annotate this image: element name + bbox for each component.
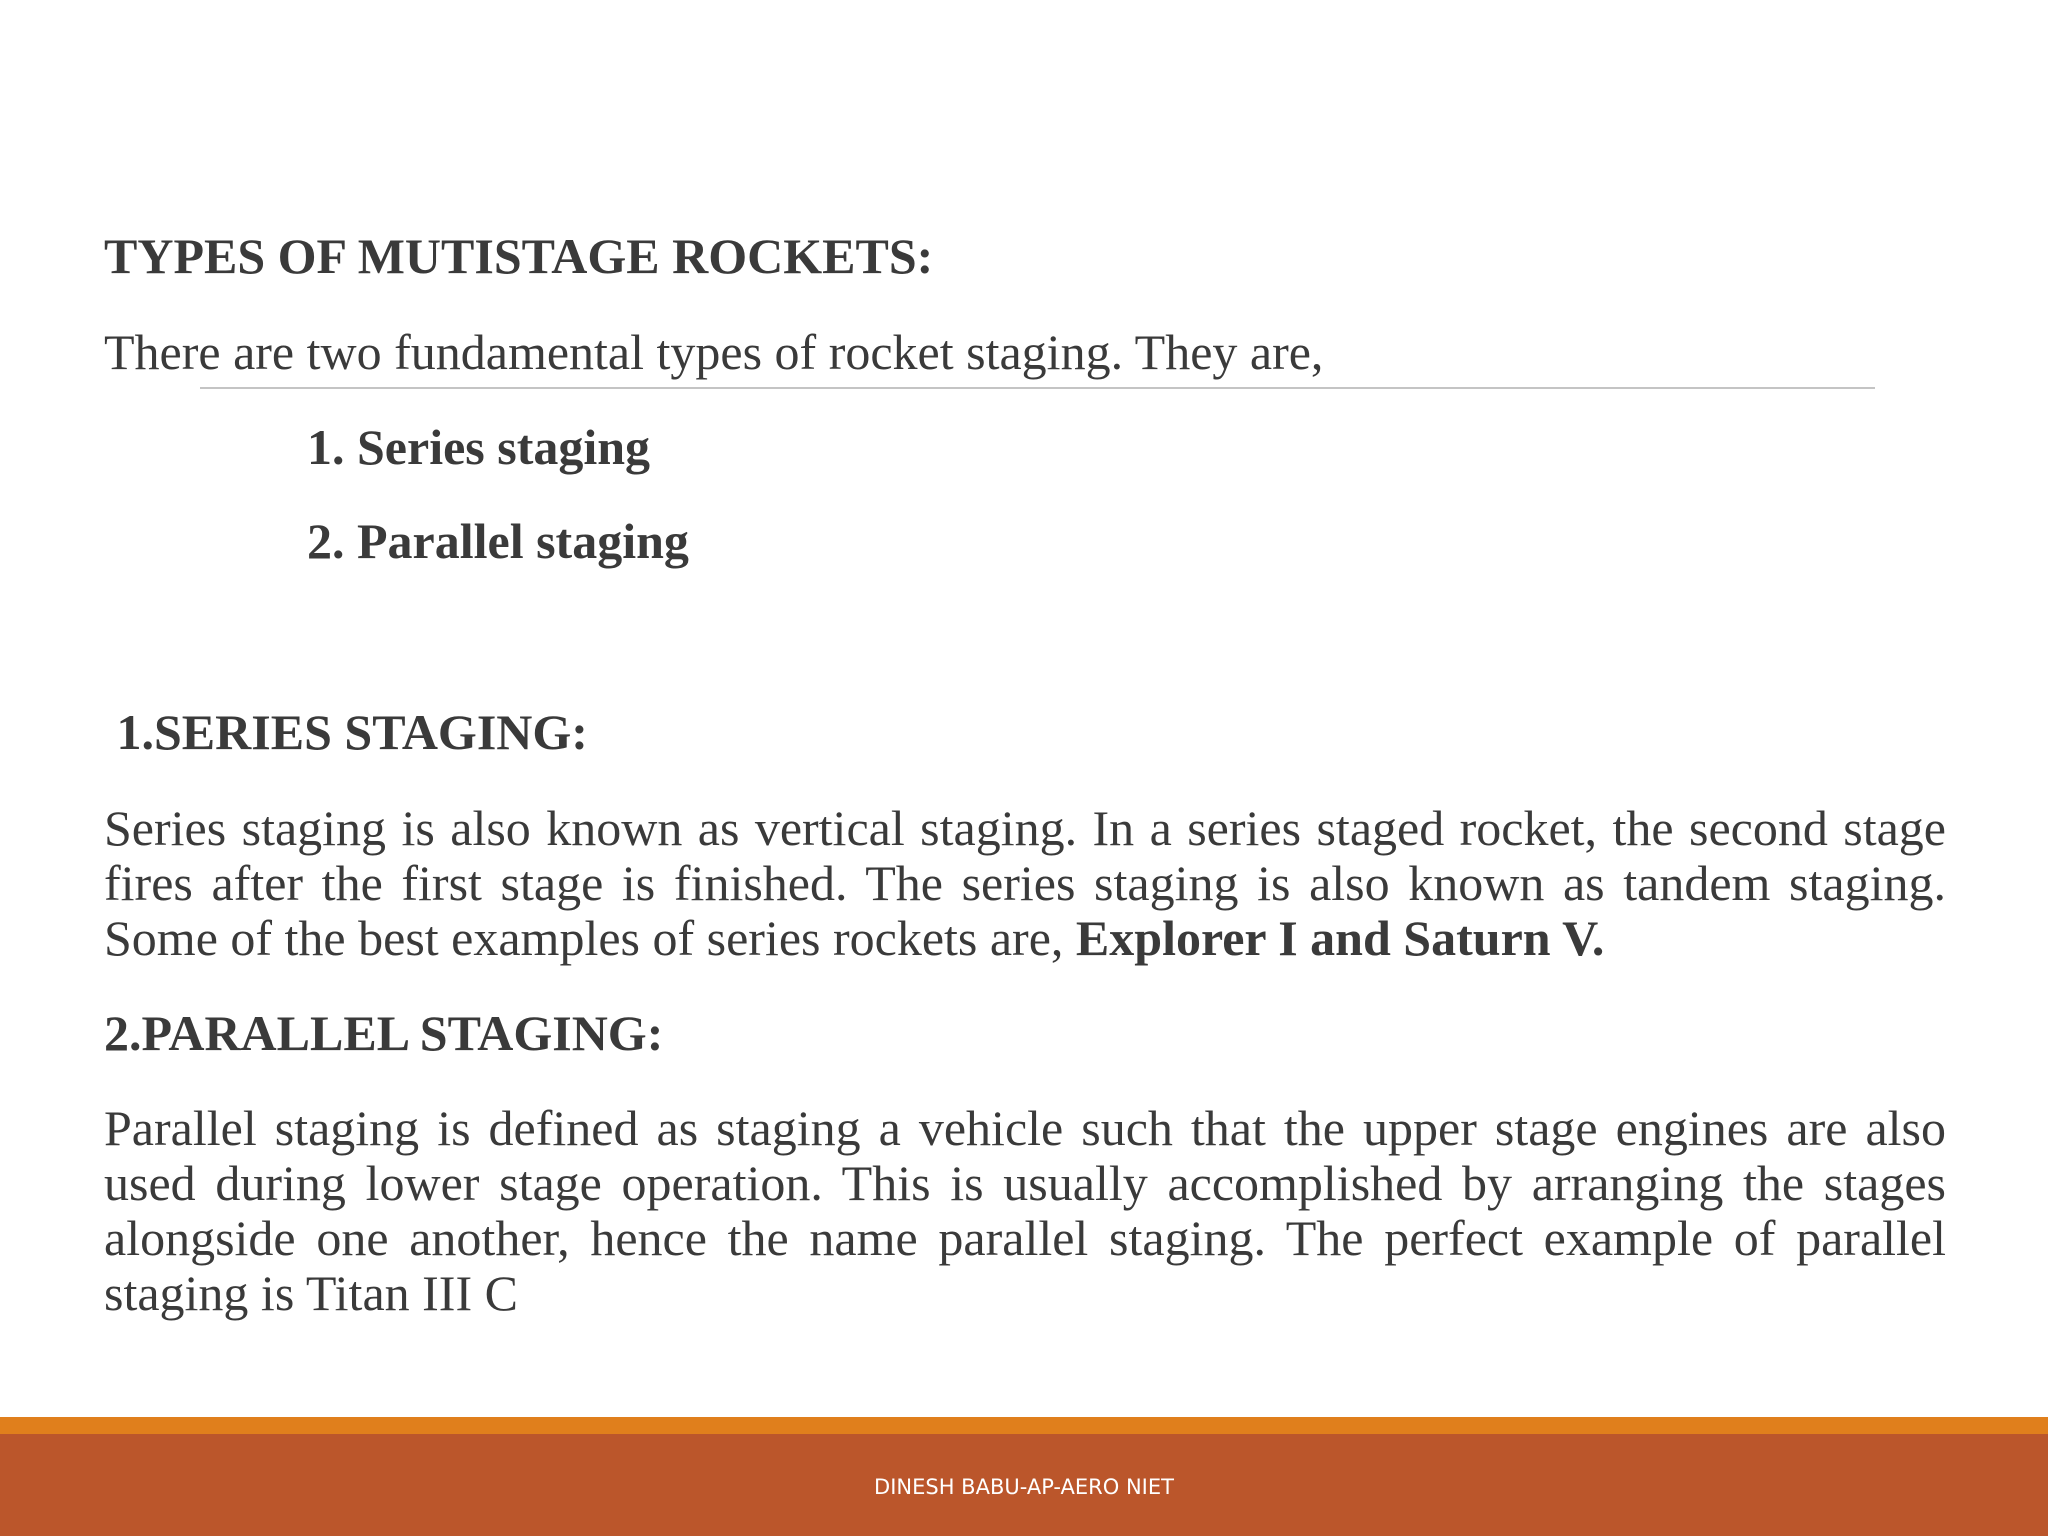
slide-title: TYPES OF MUTISTAGE ROCKETS: [104,228,934,284]
series-staging-text: Series staging is also known as vertical staging. In a series staged rocket, the second stage fires after the first stage is finished. The series staging is also known as tandem staging. Some of the best examples of series rockets are, [104,800,1946,966]
series-staging-paragraph [104,801,1946,966]
footer-text: DINESH BABU-AP-AERO NIET [874,1475,1174,1499]
parallel-staging-paragraph: Parallel staging is defined as staging a vehicle such that the upper stage engines are also used during lower stage operation. This is usually accomplished by arranging the stages alongside one another, hence the name parallel staging. The perfect example of parallel staging is Titan III C [104,1100,1946,1321]
list-item-series-staging: 1. Series staging [307,419,651,475]
list-item-parallel-staging: 2. Parallel staging [307,513,689,569]
footer-accent-stripe [0,1417,2048,1434]
series-staging-heading: 1.SERIES STAGING: [104,704,588,760]
parallel-staging-heading: 2.PARALLEL STAGING: [104,1005,664,1061]
divider-line [200,387,1875,389]
series-staging-examples: Explorer I and Saturn V. [1075,910,1605,966]
intro-text: There are two fundamental types of rocket staging. They are, [104,324,1324,380]
